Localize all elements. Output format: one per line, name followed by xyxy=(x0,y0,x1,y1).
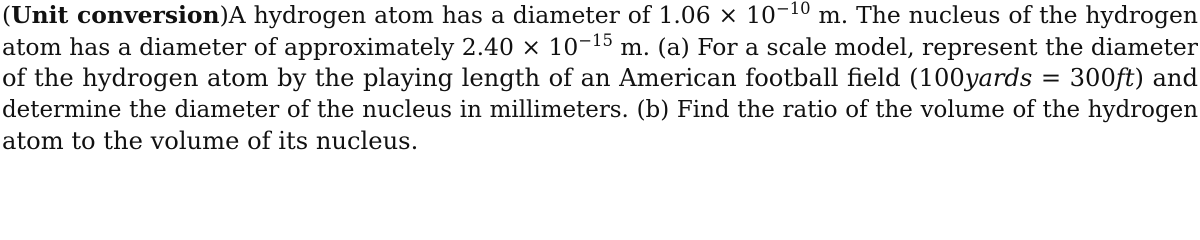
line2-prefix: atom has a diameter of approximately 2.40 × 10 xyxy=(2,32,579,61)
line3-equals: = 300 xyxy=(1032,64,1116,92)
problem-line-3 xyxy=(2,63,1198,95)
line3-suffix: ) and xyxy=(1134,64,1198,92)
problem-line-5: atom to the volume of its nucleus. xyxy=(2,127,419,155)
unit-ft: ft xyxy=(1115,64,1135,92)
line1-suffix: m. The nucleus of the hydrogen xyxy=(810,1,1199,29)
problem-label: Unit conversion xyxy=(11,1,220,29)
problem-line-4: determine the diameter of the nucleus in millimeters. (b) Find the ratio of the volume of the hydrogen xyxy=(2,96,1198,123)
problem-line-1: (Unit conversion)A hydrogen atom has a diameter of $1.06 \times 10^{-10}$ m. The nucleus of the hydrogen xyxy=(2,0,1199,29)
line2-suffix: m. (a) For a scale model, represent the diameter xyxy=(612,32,1198,61)
problem-line-2 xyxy=(2,32,1198,64)
unit-yards: yards xyxy=(964,64,1033,92)
line1-exponent: −10 xyxy=(775,0,811,18)
line2-exponent: −15 xyxy=(578,30,613,50)
line1-prefix: A hydrogen atom has a diameter of 1.06 × 10 xyxy=(228,1,776,29)
problem-text xyxy=(2,0,1198,158)
line3-prefix: of the hydrogen atom by the playing length of an American football field (100 xyxy=(2,64,965,92)
